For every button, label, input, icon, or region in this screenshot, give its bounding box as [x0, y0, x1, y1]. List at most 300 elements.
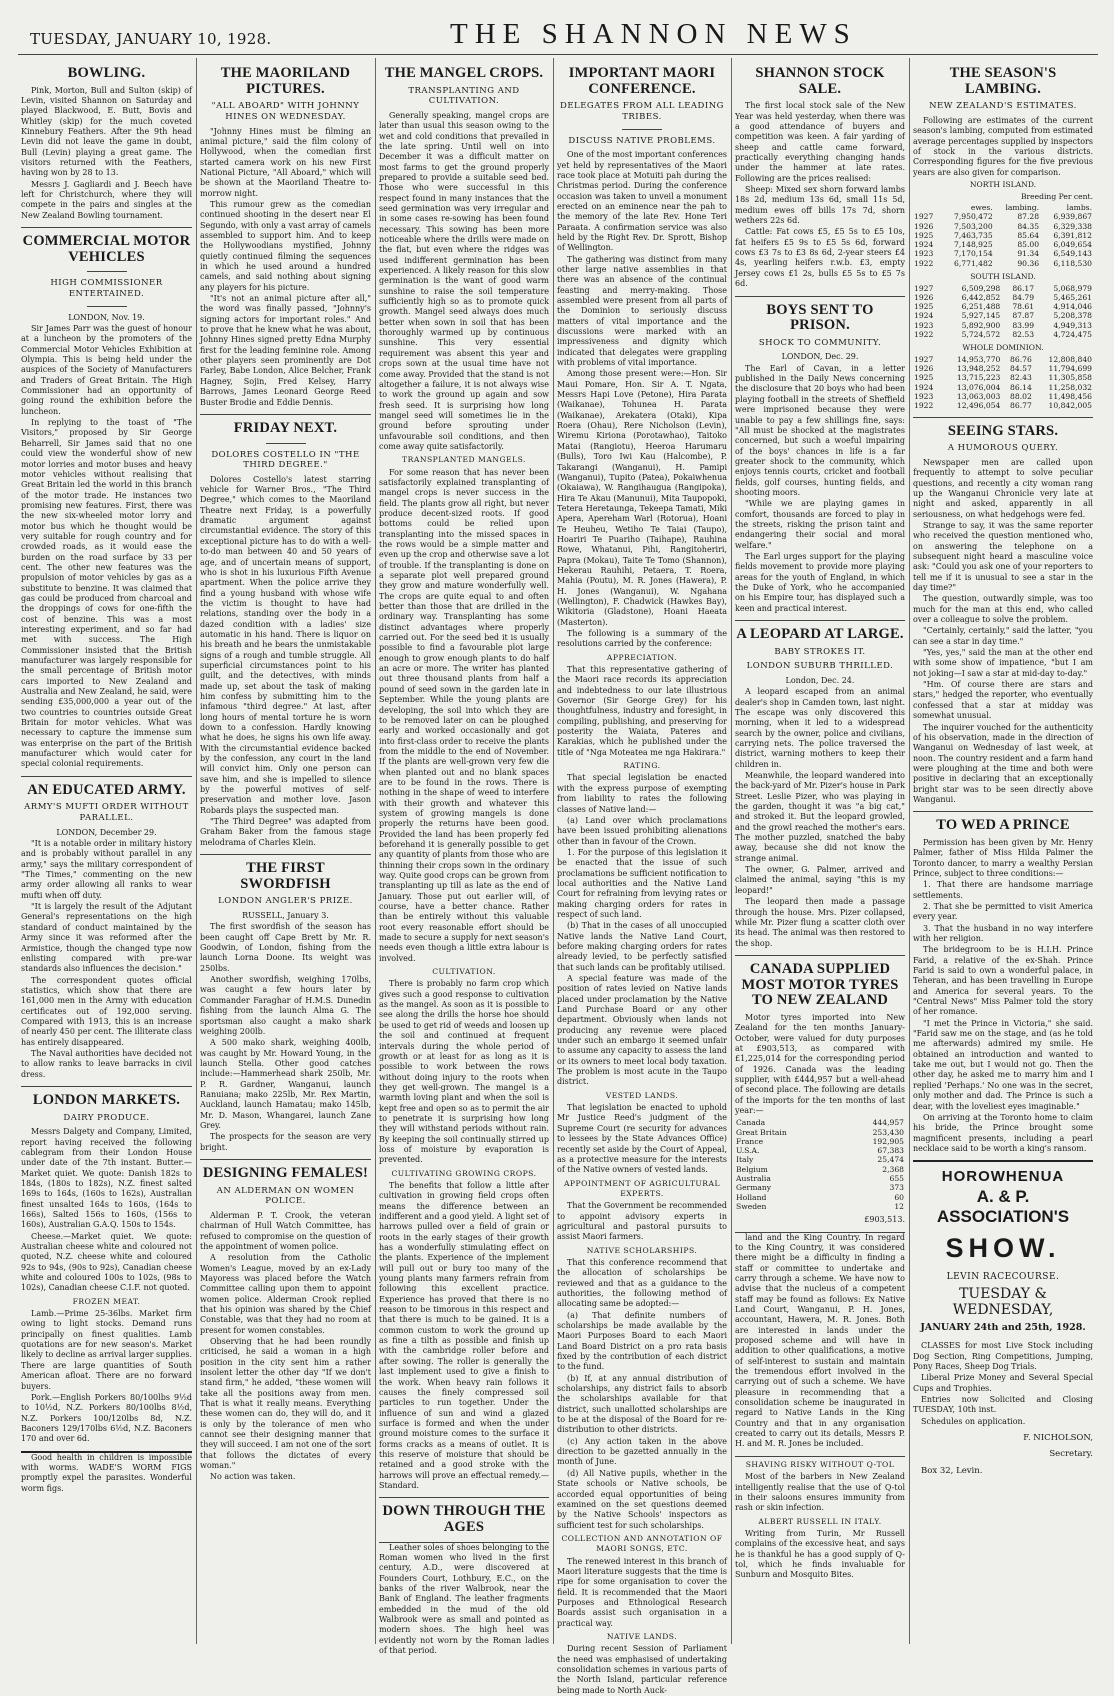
maori-conference-subheadline-2: DISCUSS NATIVE PROBLEMS. — [568, 135, 716, 146]
table-cell: 5,465,261 — [1053, 292, 1092, 302]
table-cell: 86.77 — [1010, 401, 1032, 411]
table-caption: NORTH ISLAND. — [969, 180, 1037, 189]
section-subhead: RATING. — [623, 761, 661, 771]
article-paragraph: That special legislation be enacted with the express purpose of exempting from liability to rates the following classes of Native land:— — [557, 773, 727, 814]
column-6 — [910, 60, 1096, 1644]
show-advert — [913, 1168, 1093, 1476]
table-cell: 6,251,488 — [961, 302, 1001, 312]
advert-line: LEVIN RACECOURSE. — [946, 1272, 1060, 1283]
article-paragraph: Leather soles of shoes belonging to the Roman women who lived in the first century, A.D., were discovered at Founders Court, Lothbury, E.C., on the banks of the river Walbrook, near the Bank of England. The leather fragments embedded in the mud of the old Walbrook were as small and pointed as modern shoes. The high heel was evidently not worn by the Roman ladies of that period. — [379, 1542, 549, 1656]
section-subhead: APPRECIATION. — [606, 652, 678, 662]
table-cell: 1924 — [914, 240, 934, 250]
article-rule — [735, 1456, 905, 1457]
table-row — [913, 259, 1093, 268]
article-paragraph: The correspondent quotes official statistics, which show that there are 161,000 men in the Army with education certificates out of 192,000 serving. Compared with 1913, this is an increase of nearly 450 per cent. The illiterate class has entirely disappeared. — [21, 975, 192, 1047]
table-cell: 444,957 — [872, 1118, 904, 1128]
table-caption: SOUTH ISLAND. — [970, 272, 1036, 282]
article-paragraph: Following are estimates of the current season's lambing, computed from estimated average percentages supplied by inspectors of stock in the various districts. Corresponding figures for the five previous years are also given for comparison. — [913, 115, 1093, 177]
army-headline: AN EDUCATED ARMY. — [27, 781, 186, 798]
table-cell: 13,063,003 — [956, 392, 1001, 402]
article-paragraph: Alderman P. T. Crook, the veteran chairman of Hull Watch Committee, has refused to compromise on the question of the appointment of women police. — [200, 1210, 371, 1251]
table-cell: 192,905 — [872, 1136, 904, 1146]
canada-tyres-headline: CANADA SUPPLIED MOST MOTOR TYRES TO NEW ZEALAND — [741, 960, 899, 1009]
table-cell: 1922 — [914, 401, 934, 411]
article-paragraph: Motor tyres imported into New Zealand for the ten months January-October, were valued for duty purposes at £903,513, as compared with £1,225,014 for the corresponding period of 1926. Canada was the leading supplier, with £444,957 but a well-ahead of second place. The following are details of the imports for the ten months of last year:— — [735, 1012, 905, 1115]
table-cell: 6,329,338 — [1053, 221, 1092, 231]
table-header-caption: Breeding Per cent. — [1020, 191, 1093, 201]
table-cell: 7,148,925 — [954, 240, 993, 250]
table-cell: 60 — [894, 1192, 904, 1202]
article-rule — [379, 1497, 549, 1498]
table-cell: 11,498,456 — [1048, 392, 1092, 402]
table-cell: 85.64 — [1017, 230, 1040, 240]
table-header-cell: ewes. — [970, 203, 993, 212]
article-paragraph: Among those present were:—Hon. Sir Maui Pomare, Hon. Sir A. T. Ngata, Messrs Hapi Love (Petone), Hira Parata (Waikanae), Tohunea H. Parata (Waikanae), Arekatera (Otaki), Kipa Roera (Ohau), Rere Nicholson (Levin), Wiremu Kiriona (Porotawhao), Taitoko Matai (Rangiotu), Heeroa Harumaru (Bulls), Toro Iwi Kau (Halcombe), P. Takarangi (Wanganui), H. Pamipi (Wanganui), Tupito (Patea), Pokaiwhenua (Okaiawa), W. Rangihaugua (Rangipoka), Hira Te Akau (Manunui), Mita Taupopoki, Tetera Heretaunga, Tekeepa Tamati, Miki Apera, Apereham Warl (Rotorua), Hoani Te Heuheu, Wetiho Te Taiai (Taupo), Hoariri Te Puariho (Taihape), Rauhina Rowe, Whatanui, Pihi, Rangitoheriri, Papra (Mokau), Taite Te Tomo (Shannon), Hekerau Rauhihi, Petaera, T. Roera, Mahia (Poutu), M. R. Jones (Hawera), P. H. Jones (Wanganui), W. Ngahana (Wellington), F. Chadwick (Hawkes Bay), Wikitoria (Gladstone), Hoani Haeata (Masterton). — [557, 369, 727, 627]
article-paragraph: "I met the Prince in Victoria," she said. "Farid saw me on the stage, and (as he told me afterwards) admired my smile. He obtained an introduction and wanted to take me out, but I would not go. Then the other day, he asked me to marry him and I replied 'Perhaps.' No one was in the secret, only mother and dad. The Prince is such a dear, with the loveliest eyes imaginable." — [913, 1018, 1093, 1111]
table-cell: 7,170,154 — [954, 249, 993, 259]
table-cell: 25,474 — [877, 1155, 904, 1165]
table-cell: 84.35 — [1017, 221, 1040, 231]
table-row — [735, 1155, 905, 1164]
table-row — [913, 330, 1093, 339]
prince-headline: TO WED A PRINCE — [936, 817, 1070, 834]
table-cell: 78.61 — [1012, 302, 1035, 312]
table-cell: 90.36 — [1017, 258, 1040, 268]
article-paragraph: Pink, Morton, Bull and Sulton (skip) of Levin, visited Shannon on Saturday and played Blackwood, E. Butt, Bovis and Whitley (skip) for the much coveted Kinnebury Feathers. After the 9th head Levin did not leave the game in doubt, Bull (Levin) playing a great game. The visitors returned with the Feathers, having won by 28 to 13. — [21, 85, 192, 178]
advert-signature: Box 32, Levin. — [921, 1465, 983, 1476]
table-cell: U.S.A. — [736, 1146, 760, 1156]
table-cell: 12,808,840 — [1048, 354, 1092, 364]
maoriland-subheadline: "ALL ABOARD" WITH JOHNNY HINES ON WEDNESDAY. — [211, 101, 360, 122]
table-cell: 7,950,472 — [954, 212, 993, 222]
article-paragraph: "It is a notable order in military history and is probably without parallel in any army," says the military correspondent of "The Times," commenting on the new army order allowing all ranks to wear mufti when off duty. — [21, 839, 192, 900]
tyre-imports-total: £903,513. — [864, 1215, 905, 1225]
dateline: RUSSELL, January 3. — [242, 911, 329, 921]
dateline: LONDON, December 29. — [56, 827, 157, 837]
article-paragraph: Generally speaking, mangel crops are later than usual this season owing to the wet and cold conditions that prevailed in the late spring. Until well on into December it was a difficult matter on most farms to get the ground properly prepared to provide a suitable seed bed. Those who were successful in this respect found in many instances that the seed germination was very irregular and in some cases re-sowing has been found necessary. This sowing has been more noticeable where the drills were made on the flat, but even where the ridges was used indifferent germination has been experienced. A likely reason for this slow germination is the want of good warm sunshine to raise the soil temperature sufficiently high so as to promote quick growth. Mangel seed always does much better when sown in soil that has been thoroughly warmed up by continuous sunshine. This very essential requirement was absent this year and crops sown at the usual time have not come away. Provided that the stand is not altogether a failure, it is not always wise to work the ground up again and sow fresh seed. It is surprising how long mangel seed will sometimes lie in the ground before sprouting under unfavourable soil conditions, and then come away quite satisfactorily. — [379, 110, 549, 451]
table-cell: 1923 — [914, 320, 934, 330]
section-subhead: FROZEN MEAT. — [72, 1296, 141, 1306]
table-cell: Holland — [736, 1192, 767, 1202]
article-paragraph: Meanwhile, the leopard wandered into the back-yard of Mr. Pizer's house in Park Street. Leslie Pizer, who was playing in the garden, thought it was "a big cat," and stroked it. But the leopard growled, and the growl reached the mother's ears. The mother puzzled, snatched the baby away, because she did not know the strange animal. — [735, 771, 905, 863]
article-paragraph: "Yes, yes," said the man at the other end with some show of impatience, "but I am not joking—I saw a star at mid-day to-day." — [913, 648, 1093, 678]
table-row — [913, 373, 1093, 382]
stock-sale-headline: SHANNON STOCK SALE. — [755, 65, 885, 97]
article-paragraph: Messrs Dalgety and Company, Limited, report having received the following cablegram from their London House under date of the 7th instant. Butter.—Market quiet. We quote: Danish 182s to 184s, (180s to 182s), N.Z. finest salted 169s to 164s, (160s to 162s), Australian finest unsalted 164s to 160s, (164s to 166s), Salted 156s to 160s, (156s to 160s), Australian G.A.Q. 150s to 154s. — [21, 1127, 192, 1230]
table-cell: 5,724,572 — [961, 330, 1001, 340]
advert-signature: F. NICHOLSON, — [1023, 1432, 1093, 1443]
table-cell: 11,305,858 — [1048, 373, 1092, 383]
table-cell: 1924 — [914, 382, 934, 392]
qtol-subhead: SHAVING RISKY WITHOUT Q-TOL — [745, 1459, 895, 1469]
article-paragraph: 3. That the husband in no way interfere with her religion. — [913, 923, 1093, 944]
table-cell: 6,391,812 — [1053, 230, 1092, 240]
table-cell: 4,914,046 — [1053, 302, 1092, 312]
article-paragraph: A leopard escaped from an animal dealer's shop in Camden town, last night. The escape was only discovered this morning, when it led to a widespread search by the owner, police and civilians, carrying nets. The police traversed the district, warning mothers to keep their children in. — [735, 687, 905, 769]
table-header-cell: lambing. — [1005, 203, 1040, 212]
article-rule — [913, 1160, 1093, 1162]
table-cell: Sweden — [736, 1201, 767, 1211]
dateline: LONDON, Nov. 19. — [68, 312, 145, 322]
article-paragraph: (b) If, at any annual distribution of scholarships, any district fails to absorb the scholarships available for that district, such unallotted scholarships are to be at the disposal of the Board for re-distribution to other districts. — [557, 1373, 727, 1435]
advert-paragraph: Good health in children is impossible with worms. WADE'S WORM FIGS promptly expel the parasites. Wonderful worm figs. — [21, 1452, 192, 1493]
short-rule — [266, 443, 306, 444]
lambing-table-north — [913, 203, 1093, 268]
table-cell: 4,724,475 — [1053, 330, 1092, 340]
table-row — [735, 1193, 905, 1202]
article-paragraph: (b) That in the cases of all unoccupied Native lands the Native Land Court, before making charging orders for rates already levied, to be perfectly satisfied that such lands can be profitably utilised. — [557, 921, 727, 972]
table-cell: 1924 — [914, 311, 934, 321]
article-paragraph: "While we are playing games in comfort, thousands are forced to play in the streets, risking the prison taint and endangering their social and moral welfare." — [735, 499, 905, 550]
swordfish-subheadline: LONDON ANGLER'S PRIZE. — [218, 896, 353, 907]
table-row — [735, 1183, 905, 1192]
article-paragraph: Cheese.—Market quiet. We quote: Australian cheese white and coloured not quoted, N.Z. cheese white and coloured 92s to 94s, (90s to 92s), Canadian cheese white and coloured 100s to 102s, (98s to 102s), Canadian cheese C.I.F. not quoted. — [21, 1231, 192, 1293]
table-cell: 85.00 — [1017, 240, 1040, 250]
motor-subheadline: HIGH COMMISSIONER ENTERTAINED. — [50, 278, 163, 300]
table-row — [913, 364, 1093, 373]
table-cell: 86.76 — [1010, 354, 1032, 364]
dolores-subheadline: DOLORES COSTELLO IN "THE THIRD DEGREE." — [211, 449, 360, 471]
females-subheadline: AN ALDERMAN ON WOMEN POLICE. — [216, 1185, 355, 1207]
article-paragraph: One of the most important conferences yet held by representatives of the Maori race took place at Motuiti pah during the Christmas period. During the conference occasion was taken to unveil a monument erected on an eminence near the pah to the memory of the late Rev. Hone Teri Paraata. A confirmation service was also held by the Right Rev. Dr. Sprott, Bishop of Wellington. — [557, 150, 727, 253]
advert-line: JANUARY 24th and 25th, 1928. — [920, 1322, 1086, 1334]
article-paragraph: In replying to the toast of "The Visitors," proposed by Sir George Beharrell, Sir James said that no one could view the wonderful show of new motor lorries and motor buses and heavy motor vehicles without realising that Great Britain led the world in this branch of the motor trade. He instances two promising new features. First, there was the new six-wheeled motor lorry and motor bus which he thought would be very suitable for rough country and for crowded roads, as it would ease the burden on the road surface by 33 per cent. The other new features was the propulsion of motor vehicles by gas as a substitute to benzine. It was claimed that gas could be produced from charcoal and the droppings of cows for one-fifth the cost of benzine. This was a most interesting experiment, and so far had met with success. The High Commissioner insisted that the British manufacturer was largely responsible for the small percentage of British motor cars imported to New Zealand and Australia and New Zealand, he said, were sending £35,000,000 a year out of the two countries to countries outside Great Britain for motor vehicles. What was necessary to capture the immense sum was enterprise on the part of the British manufacturer which would cater for special colonial requirements. — [21, 418, 192, 769]
article-paragraph: "Hm. Of course there are stars and stars," hedged the reporter, who eventually confessed that a star at midday was somewhat unusual. — [913, 680, 1093, 721]
table-cell: 1923 — [914, 249, 934, 259]
table-cell: 655 — [889, 1174, 904, 1184]
section-subhead: NATIVE SCHOLARSHIPS. — [586, 1245, 698, 1255]
table-row — [735, 1118, 905, 1127]
table-cell: 6,509,298 — [961, 283, 1001, 293]
table-row — [735, 1137, 905, 1146]
column-3 — [376, 60, 552, 1656]
advert-line: SHOW. — [945, 1233, 1061, 1264]
table-cell: 83.99 — [1012, 320, 1035, 330]
table-row — [913, 231, 1093, 240]
article-paragraph: That legislation be enacted to uphold Mr Justice Reed's judgment of the Supreme Court (re security for advances to lessees by the State Advances Office) recently set aside by the Court of Appeal, as a protective measure for the interests of the Native owners of vested lands. — [557, 1103, 727, 1175]
article-paragraph: Another swordfish, weighing 170lbs, was caught a few hours later by Commander Faraghar of H.M.S. Dunedin fishing from the launch Alma G. The sportsman also caught a mako shark weighing 200lb. — [200, 975, 371, 1036]
article-paragraph: "Certainly, certainly," said the latter, "you can see a star in day time." — [913, 626, 1093, 646]
article-paragraph: Permission has been given by Mr. Henry Palmer, father of Miss Hilda Palmer the Toronto dancer, to marry a wealthy Persian Prince, subject to three conditions:— — [913, 837, 1093, 878]
table-cell: 84.57 — [1010, 364, 1032, 374]
article-rule — [200, 414, 371, 415]
article-paragraph: The Earl of Cavan, in a letter published in the Daily News concerning the disclosure that 20 boys who had been playing football in the streets of Sheffield were imprisoned because they were unable to pay a few shillings fine, says: "All must be shocked at the magistrates concerned, but such a woeful impairing of the boys' chances in life is a far greater shock to the community, which enjoys tennis courts, cricket and football fields, golf courses, hunting fields, and shooting moors. — [735, 363, 905, 497]
article-paragraph: The renewed interest in this branch of Maori literature suggests that the time is ripe for some organisation to cover the field. It is recommended that the Maori Purposes and Ethnological Research Boards assist such organisation in a practical way. — [557, 1556, 727, 1628]
table-cell: 6,939,867 — [1053, 212, 1092, 222]
article-rule — [735, 955, 905, 956]
table-cell: 12 — [894, 1201, 904, 1211]
section-subhead: NATIVE LANDS. — [606, 1631, 678, 1641]
lambing-headline: THE SEASON'S LAMBING. — [949, 65, 1057, 97]
table-cell: 5,208,378 — [1053, 311, 1092, 321]
table-cell: 5,927,145 — [961, 311, 1001, 321]
table-cell: 13,715,223 — [956, 373, 1001, 383]
table-cell: 1925 — [914, 373, 934, 383]
table-cell: 1922 — [914, 330, 934, 340]
table-cell: 67,383 — [877, 1146, 904, 1156]
army-subheadline: ARMY'S MUFTI ORDER WITHOUT PARALLEL. — [24, 802, 189, 824]
table-row — [913, 222, 1093, 231]
article-rule — [21, 1086, 192, 1087]
table-cell: 82.43 — [1010, 373, 1032, 383]
issue-date: TUESDAY, JANUARY 10, 1928. — [30, 30, 272, 48]
seeing-stars-headline: SEEING STARS. — [947, 422, 1059, 439]
article-paragraph: The bridegroom to be is H.I.H. Prince Farid, a relative of the ex-Shah. Prince Farid is said to own a wonderful palace, in Teheran, and has been travelling in Europe and America for several years. To the "Central News" Miss Palmer told the story of her romance. — [913, 945, 1093, 1017]
article-paragraph: Strange to say, it was the same reporter who received the question mentioned who, on answering the telephone on a subsequent night heard a masculine voice ask: "Could you ask one of your reporters to tell me if it is unusual to see a star in the day time?" — [913, 520, 1093, 593]
markets-headline: LONDON MARKETS. — [32, 1091, 181, 1108]
column-1 — [18, 60, 195, 1644]
advert-line: A. & P. ASSOCIATION'S — [936, 1187, 1070, 1227]
article-paragraph: No action was taken. — [210, 1472, 296, 1482]
table-row — [913, 293, 1093, 302]
column-2 — [197, 60, 374, 1644]
table-cell: 7,503,200 — [954, 221, 993, 231]
table-cell: 6,442,852 — [961, 292, 1001, 302]
article-paragraph: That this representative gathering of the Maori race records its appreciation and indebtedness to our late illustrious Governor (Sir George Grey) for his thoughtfulness, industry and foresight, in compiling, publishing, and preserving for posterity the Waiata, Pateres and Karakias, which he published under the title of "Nga Moteatea me nga Hakirara." — [557, 665, 727, 757]
maori-conference-subheadline: DELEGATES FROM ALL LEADING TRIBES. — [560, 101, 724, 122]
masthead — [0, 0, 1114, 56]
lambing-table-south — [913, 284, 1093, 340]
column-4 — [554, 60, 730, 1695]
article-paragraph: 2. That she be permitted to visit America every year. — [913, 901, 1093, 922]
short-rule — [87, 271, 127, 272]
table-cell: 91.34 — [1017, 249, 1040, 259]
article-rule — [200, 1159, 371, 1160]
advert-paragraph: CLASSES for most Live Stock including Dog Section, Ring Competitions, Jumping, Pony Races, Sheep Dog Trials. — [913, 1341, 1093, 1371]
section-subhead: CULTIVATING GROWING CROPS. — [391, 1168, 537, 1178]
leopard-headline: A LEOPARD AT LARGE. — [736, 626, 904, 643]
article-paragraph: The leopard then made a passage through the house. Mrs. Pizer collapsed, while Mr. Pizer flung a scatter cloth over its head. The animal was then restored to the shop. — [735, 897, 905, 948]
article-paragraph: The Naval authorities have decided not to allow ranks to leave barracks in civil dress. — [21, 1048, 192, 1079]
article-paragraph: The first local stock sale of the New Year was held yesterday, when there was a good attendance of buyers and competition was keen. A fair yarding of sheep and cattle came forward, practically everything changing hands under the hammer at late rates. Following are the prices realised: — [735, 101, 905, 183]
article-rule — [913, 811, 1093, 812]
table-caption: WHOLE DOMINION. — [962, 343, 1044, 353]
table-cell: Australia — [736, 1174, 771, 1184]
article-paragraph: A 500 mako shark, weighing 400lb, was caught by Mr. Howard Young, in the launch Stella. Other good catches include:—Hammerhead shark 250lb, Mr. P. R. Gardner, Wanganui, launch Ranuiana; mako 225lb, Mr. Rex Martin, Auckland, launch Hamatau; mako 145lb, Mr. D. Mason, Whangarei, launch Zane Grey. — [200, 1038, 371, 1130]
table-row — [913, 302, 1093, 311]
advert-paragraph: Liberal Prize Money and Several Special Cups and Trophies. — [913, 1373, 1093, 1393]
table-cell: 1927 — [914, 354, 934, 364]
article-paragraph: There is probably no farm crop which gives such a good response to cultivation as the mangel. As soon as it is possible to see along the drills the horse hoe should be used to get rid of weeds and loosen up the soil and continued at frequent intervals during the whole period of growth or at least for as long as it is possible to work between the rows without doing injury to the roots when they get well-grown. The mangel is a warmth loving plant and when the soil is kept free and open so as to permit the air to penetrate it is surprising how long they will withstand periods without rain. By keeping the soil continually stirred up loss of moisture by evaporation is prevented. — [379, 979, 549, 1165]
table-cell: 4,949,313 — [1053, 320, 1092, 330]
article-paragraph: "The Third Degree" was adapted from Graham Baker from the famous stage melodrama of Charles Klein. — [200, 817, 371, 847]
table-row — [913, 212, 1093, 221]
article-paragraph: The question, outwardly simple, was too much for the man at this end, who called over a colleague to solve the problem. — [913, 594, 1093, 625]
table-row — [913, 383, 1093, 392]
tyre-imports-table — [735, 1118, 905, 1211]
mangel-headline: THE MANGEL CROPS. — [384, 65, 544, 81]
table-cell: Great Britain — [736, 1127, 787, 1137]
table-row — [913, 321, 1093, 330]
article-paragraph: The benefits that follow a little after cultivation in growing field crops often means the difference between an indifferent and a good yield. A light set of harrows pulled over a field of grain or roots in the early stages of their growth has a wonderfully stimulating effect on the plants. Experience of the implement will pull out or bury too many of the young plants many farmers refrain from following this excellent practice. Experience has proved that there is no reason to be timorous in this respect and that there is much to be gained. It is a common custom to work the ground up as fine a tilth as possible and finish up with the cambridge roller before and after sowing. The roller is generally the last implement used to give a finish to the work. When heavy rain follows it causes the finely compressed soil particles to run together. Under the influence of sun and wind a glazed surface is formed and when the under ground moisture comes to the surface it forms cracks as a means of outlet. It is this reserve of moisture that should be retained and a good stroke with the harrows will prove an effectual remedy.—Standard. — [379, 1180, 549, 1490]
leopard-subheadline: BABY STROKES IT. — [774, 646, 866, 657]
boys-prison-subheadline: SHOCK TO COMMUNITY. — [758, 337, 882, 348]
article-paragraph: The inquirer vouched for the authenticity of his observation, made in the direction of Wanganui on Wednesday of last week, at noon. The country resident and a farm hand were ploughing at the time and both were positive in declaring that an exceptionally bright star was to be seen directly above Wanganui. — [913, 722, 1093, 804]
advert-paragraph: Writing from Turin, Mr Russell complains of the excessive heat, and says he is thankful he has a good supply of Q-tol, which he finds invaluable for Sunburn and Mosquito Bites. — [735, 1528, 905, 1580]
bowling-headline: BOWLING. — [67, 65, 146, 81]
article-paragraph: 1. For the purpose of this legislation it be enacted that the issue of such proclamations be sufficient notification to local authorities and the Native Land Court for refraining from levying rates or making charging orders for rates in respect of such land. — [557, 847, 727, 919]
article-paragraph: Sheep: Mixed sex shorn forward lambs 18s 2d, medium 13s 6d, small 11s 5d, medium ewes off bills 17s 7d, shorn wethers 22s 6d. — [735, 185, 905, 226]
article-paragraph: That the Government be recommended to appoint advisory experts in agricultural and pastoral pursuits to assist Maori farmers. — [557, 1201, 727, 1242]
table-cell: 11,258,032 — [1048, 382, 1092, 392]
article-paragraph: Pork.—English Porkers 80/100lbs 9½d to 10½d, N.Z. Porkers 80/100lbs 8½d, N.Z. Porkers 100/120lbs 8d, N.Z. Baconers 129/170lbs 6½d, N.Z. Baconers 170 and over 6d. — [21, 1392, 192, 1444]
article-paragraph: For some reason that has never been satisfactorily explained transplanting of mangel crops is never success in the field. The plants grow all right, but never produce decent-sized roots. If good bottoms could be relied upon transplanting into the missed spaces in the rows would be a simple matter and even up the crop and otherwise save a lot of trouble. If the transplanting is done on a separate plot well prepared ground they grow and mature wonderfully well. The crops are quite equal to and often better than those that are drilled in the ordinary way. Transplanting has some distinct advantages where properly carried out. For the seed bed it is usually possible to find a favourable plot large enough to grow enough plants to do half an acre or more. The writer has planted out three thousand plants from half a pound of seed sown in the garden late in September. While the young plants are developing, the soil into which they are to be removed later on can be ploughed early and worked occasionally and got into first-class order to receive the plants from the middle to the end of November. If the plants are well-grown very few die when planted out and no blank spaces are to be found in the rows. There is nothing in the shape of weed to interfere with their growth and whatever this system of growing mangels is done properly the returns have been good. Provided the land has been properly fed beforehand it is generally possible to get any quantity of plants from those who are thinning their crops sown in the ordinary way. Quite good crops can be grown from transplanting up till as late as the end of January. Those put out earlier will, of course, have a better chance. Rather than be entirely without this valuable root every reasonable effort should be made to secure a supply for next season's needs even though a little extra labour is involved. — [379, 467, 549, 963]
table-cell: France — [736, 1136, 764, 1146]
table-cell: 1922 — [914, 258, 934, 268]
table-row — [913, 392, 1093, 401]
table-row — [913, 401, 1093, 410]
table-cell: 253,430 — [872, 1127, 904, 1137]
column-5 — [732, 60, 908, 1644]
table-cell: Belgium — [736, 1164, 768, 1174]
table-row — [735, 1174, 905, 1183]
table-cell: Germany — [736, 1183, 772, 1193]
table-cell: 12,496,054 — [956, 401, 1001, 411]
dateline: London, Dec. 24. — [785, 675, 855, 685]
table-row — [913, 240, 1093, 249]
article-paragraph: That this conference recommend that the allocation of scholarships be reviewed and that as a guidance to the authorities, the following method of allocating same be adopted:— — [557, 1257, 727, 1309]
table-cell: 6,049,654 — [1053, 240, 1092, 250]
article-rule — [735, 620, 905, 621]
table-cell: 5,892,900 — [961, 320, 1001, 330]
table-cell: 2,368 — [882, 1164, 904, 1174]
table-cell: 1925 — [914, 302, 934, 312]
qtol-subhead: ALBERT RUSSELL IN ITALY. — [758, 1516, 882, 1526]
article-paragraph: Observing that he had been roundly criticised, he said a woman in a high position in the city sent him a rather insolent letter the other day "If we don't stand firm," he added, "these women will take all the positions away from men. That is what it really means. Everything these women can do, they will do, and it is only by the tolerance of men who cannot see their designing manner that they will succeed. I am not one of the sort that follows the dictates of every woman." — [200, 1337, 371, 1471]
table-cell: 1926 — [914, 292, 934, 302]
article-paragraph: "It's not an animal picture after all," the word was finally passed, "Johnny's signing actors for important roles." And to prove that he knew what he was about, Johnny Hines signed pretty Edna Murphy first for the leading feminine role. Among other players seen prominently are Dot Farley, Babe London, Alice Belcher, Frank Hagney, Sojin, Fred Kelsey, Harry Barrows, James Leonard George Reed Buster Brodie and Eddie Dennis. — [200, 294, 371, 407]
article-paragraph: (a) That definite numbers of scholarships be made available by the Maori Purposes Board to each Maori Land Board District on a pro rata basis fixed by the contribution of each district to the fund. — [557, 1310, 727, 1372]
lambing-subheadline: NEW ZEALAND'S ESTIMATES. — [929, 101, 1077, 112]
lambing-table-whole — [913, 355, 1093, 411]
article-rule — [735, 296, 905, 297]
mangel-subheadline: TRANSPLANTING AND CULTIVATION. — [408, 85, 520, 107]
table-cell: Italy — [736, 1155, 754, 1165]
article-rule — [21, 776, 192, 777]
table-cell: 1927 — [914, 212, 934, 222]
article-paragraph: On arriving at the Toronto home to claim his bride, the Prince brought some magnificent presents, including a pearl necklace said to be worth a king's ransom. — [913, 1112, 1093, 1153]
table-cell: 86.17 — [1012, 283, 1035, 293]
table-cell: 6,771,482 — [954, 258, 993, 268]
table-cell: 87.28 — [1017, 212, 1040, 222]
article-rule — [200, 854, 371, 855]
table-row — [735, 1165, 905, 1174]
table-cell: 82.53 — [1012, 330, 1035, 340]
table-row — [913, 311, 1093, 320]
table-row — [913, 355, 1093, 364]
friday-headline: FRIDAY NEXT. — [233, 419, 338, 436]
masthead-rule — [18, 54, 1098, 55]
advert-paragraph: Schedules on application. — [921, 1416, 1026, 1426]
advert-line: HOROWHENUA — [941, 1168, 1065, 1186]
table-cell: 1925 — [914, 230, 934, 240]
markets-subheadline: DAIRY PRODUCE. — [63, 1112, 150, 1123]
short-rule — [622, 129, 662, 130]
article-paragraph: "It is largely the result of the Adjutant General's representations on the high standard of conduct maintained by the Army since it was reformed after the Armistice, though the changed type now enlisting compared with pre-war standards also influences the decision." — [21, 902, 192, 974]
table-cell: Canada — [736, 1118, 766, 1128]
article-paragraph: The prospects for the season are very bright. — [200, 1132, 371, 1152]
table-row — [913, 249, 1093, 258]
dateline: LONDON, Dec. 29. — [781, 352, 859, 362]
table-cell: 1927 — [914, 283, 934, 293]
females-headline: DESIGNING FEMALES! — [202, 1164, 369, 1181]
article-rule — [913, 417, 1093, 418]
table-cell: 6,549,143 — [1053, 249, 1092, 259]
section-subhead: COLLECTION AND ANNOTATION OF MAORI SONGS, ETC. — [561, 1533, 723, 1554]
article-paragraph: (d) All Native pupils, whether in the State schools or Native schools, be accorded equal opportunities of being examined on the set questions deemed by the Native Schools' inspectors as sufficient test for such scholarships. — [557, 1468, 727, 1530]
table-cell: 6,118,530 — [1053, 258, 1092, 268]
short-rule — [87, 306, 127, 307]
advert-signature: Secretary. — [1049, 1449, 1093, 1460]
ages-headline: DOWN THROUGH THE AGES — [382, 1503, 546, 1535]
boys-prison-headline: BOYS SENT TO PRISON. — [766, 301, 874, 334]
article-paragraph: During recent Session of Parliament the need was emphasised of undertaking consolidation schemes in various parts of the North Island, particular reference being made to North Auck- — [557, 1644, 727, 1695]
article-paragraph: (c) Any action taken in the above direction to be gazetted annually in the month of June. — [557, 1436, 727, 1467]
table-cell: 88.02 — [1010, 392, 1032, 402]
article-paragraph: This rumour grew as the comedian continued shooting in the desert near El Segundo, with only a vast array of camels assembled to support him. And to keep the Hollywoodians mystified, Johnny quietly continued filming the sequences in which he used around a hundred camels, and said nothing about signing any players for his picture. — [200, 199, 371, 292]
article-paragraph: Sir James Parr was the guest of honour at a luncheon by the promoters of the Commercial Motor Vehicles Exhibition at Olympia. This is being held under the auspices of the Society of Manufacturers and Traders of Great Britain. The High Commissioner had an opportunity of going round the exhibition before the luncheon. — [21, 324, 192, 416]
section-subhead: TRANSPLANTED MANGELS. — [402, 455, 526, 465]
table-cell: 5,068,979 — [1053, 283, 1092, 293]
swordfish-headline: THE FIRST SWORDFISH — [240, 860, 331, 892]
table-row — [735, 1128, 905, 1137]
table-cell: 87.87 — [1012, 311, 1035, 321]
article-paragraph: (a) Land over which proclamations have been issued prohibiting alienations other than in favour of the Crown. — [557, 815, 727, 846]
table-header-cell: lambs. — [1066, 203, 1092, 212]
advert-paragraph: Entries now Solicited and Closing TUESDAY, 10th inst. — [913, 1394, 1093, 1415]
table-row — [735, 1202, 905, 1211]
table-cell: 7,463,735 — [954, 230, 993, 240]
section-subhead: CULTIVATION. — [432, 967, 496, 977]
table-cell: 10,842,005 — [1048, 401, 1092, 411]
article-rule — [21, 227, 192, 228]
motor-headline: COMMERCIAL MOTOR VEHICLES — [22, 233, 191, 265]
maori-conference-headline: IMPORTANT MAORI CONFERENCE. — [568, 65, 716, 97]
table-row — [913, 284, 1093, 293]
table-cell: 13,076,004 — [956, 382, 1001, 392]
article-paragraph: Lamb.—Prime 25-36lbs. Market firm owing to light stocks. Demand runs principally on finest qualities. Lamb quotations are for new season's. Market likely to decline as arrival larger supplies. There are large quantities of South American afloat. There are no forward buyers. — [21, 1309, 192, 1391]
table-cell: 1926 — [914, 221, 934, 231]
table-cell: 13,948,252 — [956, 364, 1001, 374]
table-row — [735, 1146, 905, 1155]
article-paragraph: land and the King Country. In regard to the King Country, it was considered there might be a difficulty in finding a staff or committee to undertake and carry through a scheme. We have now to advise that the nucleus of a competent staff may be found as follows: Ex Native Land Court, Wanganui, P. H. Jones, accountant, Hawera, M. R. Jones. Both are interested in lands under the proposed scheme and will have in addition to other qualifications, a motive of self-interest to sustain and maintain the tremendous effort involved in the carrying out of such a scheme. We have pleasure in recommending that a consolidation scheme be inaugurated in regard to Native Lands in the King Country and that in any organisation created to carry out its details, Messrs P. H. and M. R. Jones be included. — [735, 1232, 905, 1449]
section-subhead: APPOINTMENT OF AGRICULTURAL EXPERTS. — [563, 1178, 721, 1198]
section-subhead: VESTED LANDS. — [605, 1090, 679, 1100]
table-cell: 1923 — [914, 392, 934, 402]
article-paragraph: "Johnny Hines must be filming an animal picture," said the film colony of Hollywood, when the comedian first started camera work on his new First National Picture, "All Aboard," which will be shown at the Maoriland Theatre to-morrow night. — [200, 126, 371, 198]
article-paragraph: The Earl urges support for the playing fields movement to provide more playing areas for the youth of England, in which the Duke of York, who he accompanied on his Empire tour, has displayed such a keen and practical interest. — [735, 551, 905, 613]
seeing-stars-subheadline: A HUMOROUS QUERY. — [947, 443, 1059, 454]
table-cell: 1926 — [914, 364, 934, 374]
article-paragraph: The first swordfish of the season has been caught off Cape Brett by Mr. R. Goodwin, of London, fishing from the launch Lorna Doone. Its weight was 250lbs. — [200, 922, 371, 973]
advert-line: TUESDAY & WEDNESDAY, — [952, 1286, 1054, 1319]
advert-paragraph: Most of the barbers in New Zealand intelligently realise that the use of Q-tol in their saloons ensures immunity from rash or skin infection. — [735, 1472, 905, 1513]
table-cell: 11,794,699 — [1048, 364, 1092, 374]
article-paragraph: 1. That there are handsome marriage settlements. — [913, 880, 1093, 900]
table-cell: 373 — [889, 1183, 904, 1193]
article-paragraph: Cattle: Fat cows £5, £5 5s to £5 10s, fat heifers £5 9s to £5 5s 6d, forward cows £3 7s to £3 8s 6d, 2-year steers £4 4s, yearling heifers r.w.b. £3, empty Jersey cows £1 2s, bulls £5 5s to £5 7s 6d. — [735, 227, 905, 289]
article-paragraph: Messrs J. Gagliardi and J. Beech have left for Christchurch, where they will compete in the pairs and singles at the New Zealand Bowling tournament. — [21, 179, 192, 220]
article-paragraph: Newspaper men are called upon frequently to attempt to solve peculiar questions, and recently a city woman rang up the Wanganui Chronicle very late at night and asked, apparently in all seriousness, on what hedgehogs were fed. — [913, 457, 1093, 519]
table-header-cell — [913, 203, 941, 212]
article-paragraph: The gathering was distinct from many other large native assemblies in that there was an absence of the continual feasting and merry-making. Those assembled were present from all parts of the Dominion to seriously discuss matters of vital importance and the discussions were marked with an impressiveness and dignity which indicated that delegates were grappling with problems of vital importance. — [557, 254, 727, 368]
article-paragraph: Dolores Costello's latest starring vehicle for Warner Bros., "The Third Degree," which comes to the Maoriland Theatre next Friday, is a powerfully dramatic argument against circumstantial evidence. The story of this exceptional picture has to do with a well-to-do man between 40 and 50 years of age, and of uncertain means of support, who is shot in his luxurious Fifth Avenue apartment. When the police arrive they find a young husband with whose wife the victim is thought to have had relations, standing over the body in a dazed condition with a ladies' size automatic in his hand. There is liquor on his breath and he bears the unmistakable signs of a rough and tumble struggle. All superficial circumstances point to his guilt, and the detectives, with minds made up, set about the task of making him confess by submitting him to the infamous "third degree." At last, after long hours of mental torture he is worn down to a confession. Hardly knowing what he does, he signs his own life away. With the circumstantial evidence backed by the confession, any court in the land will convict him. Only one person can save him, and she is impelled to silence by the powerful motives of self-preservation and mother love. Jason Robards plays the suspected man. — [200, 474, 371, 815]
paper-title: THE SHANNON NEWS — [450, 18, 857, 50]
maoriland-headline: THE MAORILAND PICTURES. — [220, 65, 351, 97]
article-paragraph: The following is a summary of the resolutions carried by the conference: — [557, 629, 727, 649]
article-paragraph: A resolution from the Catholic Women's League, moved by an ex-Lady Mayoress was placed before the Watch Committee calling upon them to appoint women police. Alderman Crook replied that his opinion was shared by the Chief Constable, was that they had no room at present for women constables. — [200, 1253, 371, 1335]
leopard-subheadline-2: LONDON SUBURB THRILLED. — [746, 661, 894, 672]
